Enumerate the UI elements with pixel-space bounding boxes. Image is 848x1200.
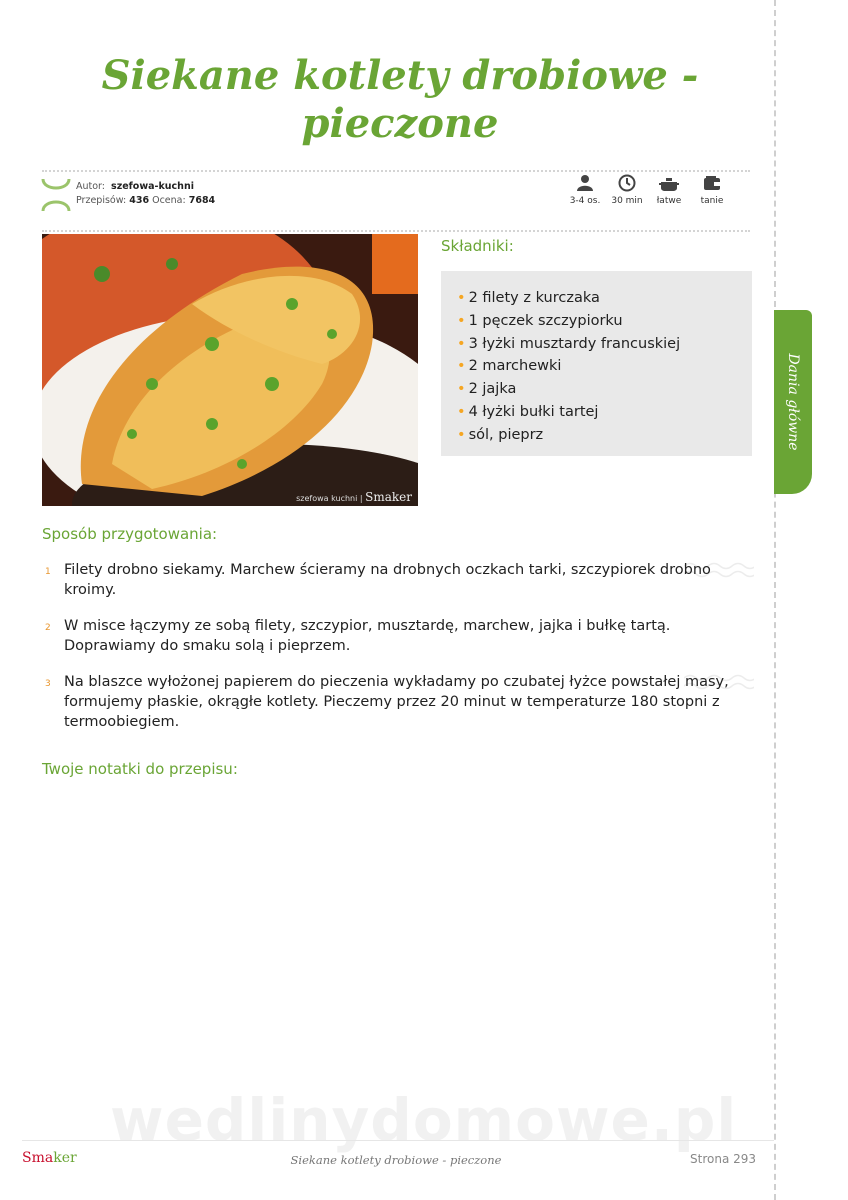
servings-label: 3-4 os. [569,196,601,206]
category-tab-label: Dania główne [785,353,801,451]
step-item [42,616,754,656]
cut-line [774,0,776,1200]
step-text: Na blaszce wyłożonej papierem do pieczenia wykładamy po czubatej łyżce powstałej masy, formujemy płaskie, okrągłe kotlety. Pieczemy przez 20 minut w temperaturze 180 stopni z termoobiegiem. [64,674,729,730]
time-label: 30 min [611,196,643,206]
photo-watermark-brand: Smaker [365,490,412,504]
preparation-steps [42,560,754,748]
footer-logo-a: Sma [22,1150,54,1166]
page-number: Strona 293 [690,1152,757,1166]
step-number: 2 [45,623,51,633]
photo-watermark-user: szefowa kuchni [296,494,358,503]
author-logo-icon [40,177,72,213]
recipes-label: Przepisów: [76,195,127,206]
meta-cost [687,174,737,206]
ingredient-item: • 2 marchewki [457,355,752,378]
recipe-title: Siekane kotlety drobiowe - pieczone [101,52,699,147]
ingredient-item: • sól, pieprz [457,424,752,447]
ingredients-list [457,287,752,447]
ingredient-item: • 4 łyżki bułki tartej [457,401,752,424]
step-text: Filety drobno siekamy. Marchew ścieramy na drobnych oczkach tarki, szczypiorek drobno kroimy. [64,562,711,598]
ingredients-box [441,271,752,456]
step-number: 3 [45,679,51,689]
person-icon [576,174,594,192]
cutlets-photo-image [42,234,418,506]
ingredients-heading: Składniki: [441,237,514,255]
author-name[interactable]: szefowa-kuchni [111,181,194,192]
step-item [42,672,754,732]
footer-logo [22,1150,77,1166]
wallet-icon [703,174,721,192]
ingredient-item: • 2 filety z kurczaka [457,287,752,310]
divider-mid [42,230,750,232]
site-watermark: wedlinydomowe.pl [110,1086,738,1154]
rating-value: 7684 [188,195,216,206]
photo-watermark: szefowa kuchni | Smaker [296,490,412,504]
difficulty-label: łatwe [656,196,682,206]
author-info [76,180,215,208]
preparation-heading: Sposób przygotowania: [42,525,218,543]
footer-divider [22,1140,774,1141]
cost-label: tanie [700,196,724,206]
author-label: Autor: [76,181,105,192]
category-tab[interactable] [774,310,812,494]
ingredient-item: • 1 pęczek szczypiorku [457,310,752,333]
pot-icon [659,174,679,192]
step-text: W misce łączymy ze sobą filety, szczypior, musztardę, marchew, jajka i bułkę tartą. Doprawiamy do smaku solą i pieprzem. [64,618,671,654]
ingredient-item: • 3 łyżki musztardy francuskiej [457,333,752,356]
recipes-count: 436 [129,195,150,206]
notes-heading: Twoje notatki do przepisu: [42,760,238,778]
step-number: 1 [45,567,51,577]
ingredient-item: • 2 jajka [457,378,752,401]
divider-top [42,170,750,172]
rating-label: Ocena: [152,195,186,206]
step-item [42,560,754,600]
footer-logo-b: ker [53,1150,77,1166]
recipe-photo [42,234,418,506]
clock-icon [618,174,636,192]
footer-title: Siekane kotlety drobiowe - pieczone [290,1153,502,1167]
